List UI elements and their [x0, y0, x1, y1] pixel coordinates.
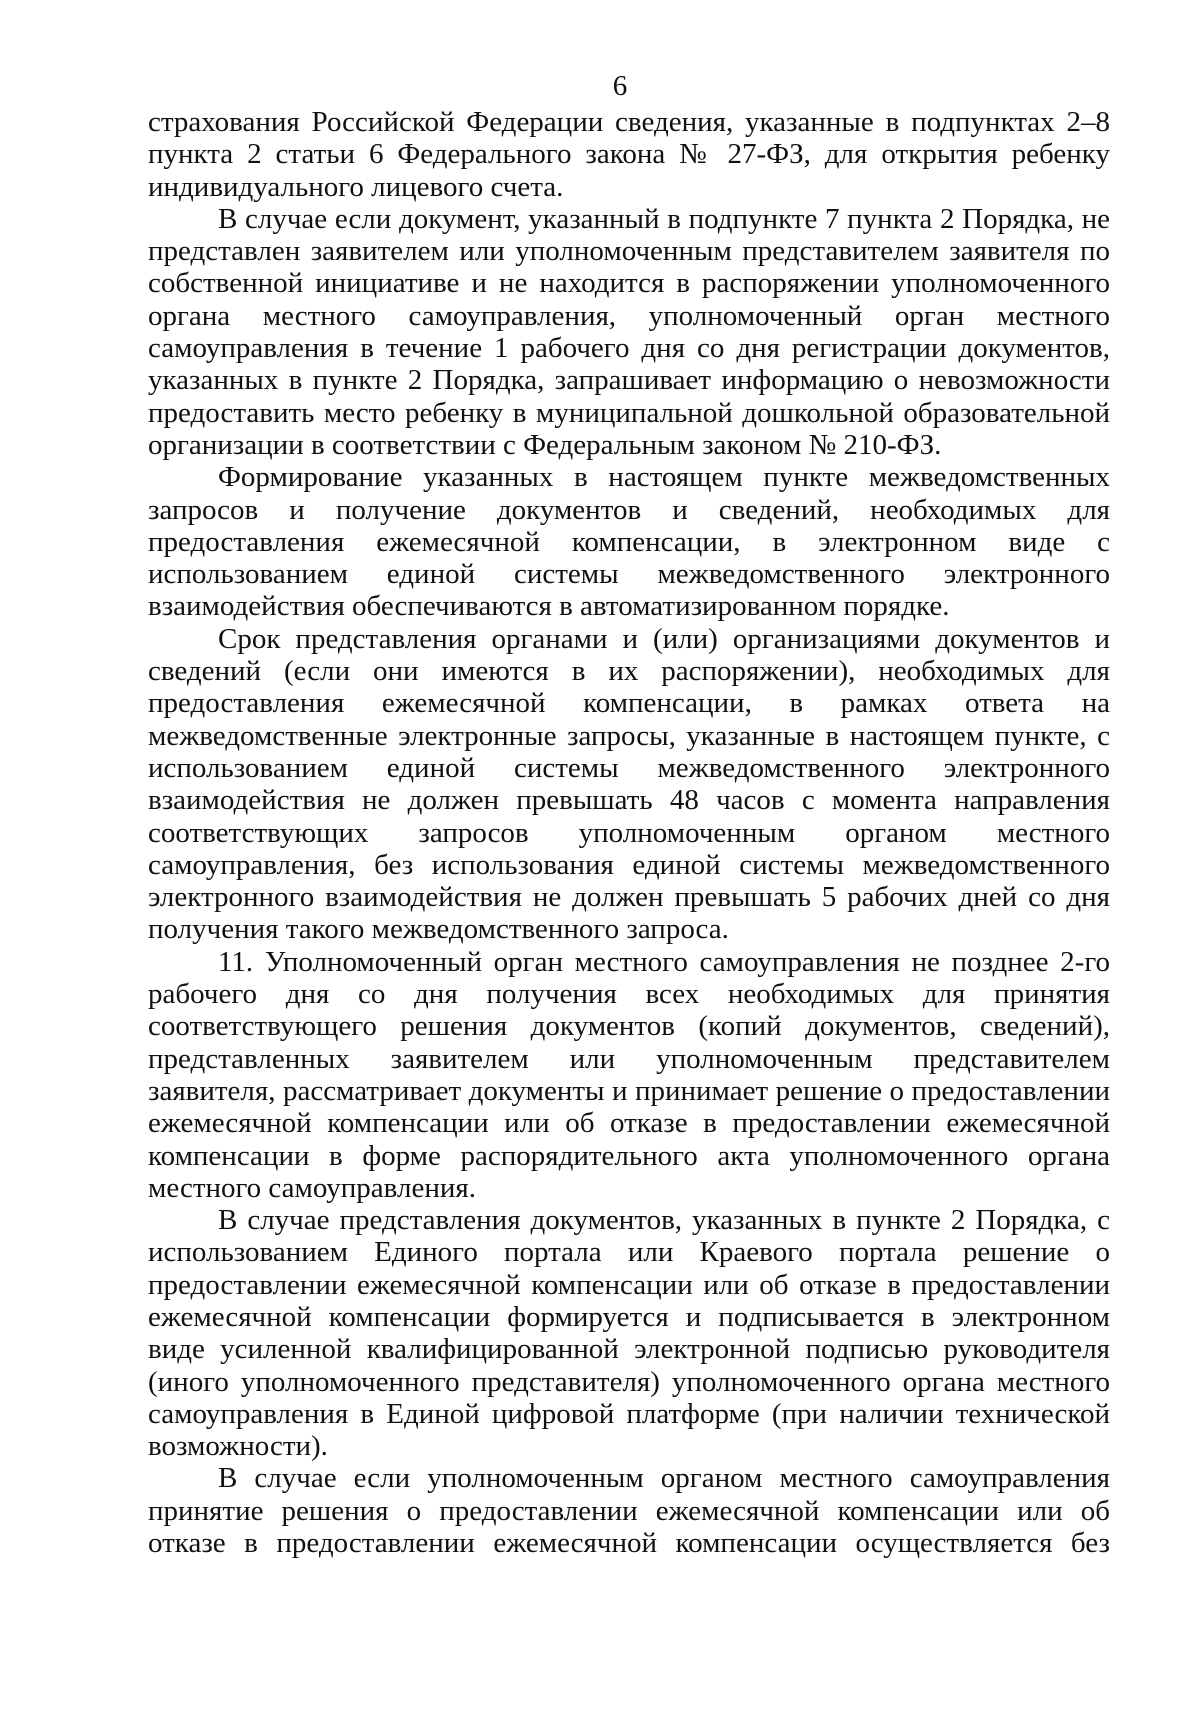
document-body — [148, 106, 1110, 1559]
paragraph: В случае если документ, указанный в подпункте 7 пункта 2 Порядка, не представлен заявителем или уполномоченным представителем заявителя по собственной инициативе и не находится в распоряжении уполномоченного органа местного самоуправления, уполномоченный орган местного самоуправления в течение 1 рабочего дня со дня регистрации документов, указанных в пункте 2 Порядка, запрашивает информацию о невозможности предоставить место ребенку в муниципальной дошкольной образовательной организации в соответствии с Федеральным законом № 210-ФЗ. — [148, 202, 1110, 461]
paragraph: Срок представления органами и (или) организациями документов и сведений (если они имеются в их распоряжении), необходимых для предоставления ежемесячной компенсации, в рамках ответа на межведомственные электронные запросы, указанные в настоящем пункте, с использованием единой системы межведомственного электронного взаимодействия не должен превышать 48 часов с момента направления соответствующих запросов уполномоченным органом местного самоуправления, без использования единой системы межведомственного электронного взаимодействия не должен превышать 5 рабочих дней со дня получения такого межведомственного запроса. — [148, 622, 1110, 946]
paragraph: В случае представления документов, указанных в пункте 2 Порядка, с использованием Единого портала или Краевого портала решение о предоставлении ежемесячной компенсации или об отказе в предоставлении ежемесячной компенсации формируется и подписывается в электронном виде усиленной квалифицированной электронной подписью руководителя (иного уполномоченного представителя) уполномоченного органа местного самоуправления в Единой цифровой платформе (при наличии технической возможности). — [148, 1204, 1110, 1463]
paragraph-continuation: страхования Российской Федерации сведения, указанные в подпунктах 2–8 пункта 2 статьи 6 Федерального закона № 27-ФЗ, для открытия ребенку индивидуального лицевого счета. — [148, 106, 1110, 203]
paragraph: Формирование указанных в настоящем пункте межведомственных запросов и получение документов и сведений, необходимых для предоставления ежемесячной компенсации, в электронном виде с использованием единой системы межведомственного электронного взаимодействия обеспечиваются в автоматизированном порядке. — [148, 461, 1110, 623]
paragraph-continues-next-page: В случае если уполномоченным органом местного самоуправления принятие решения о предоставлении ежемесячной компенсации или об отказе в предоставлении ежемесячной компенсации осуществляется без — [148, 1462, 1110, 1560]
paragraph-item-11: 11. Уполномоченный орган местного самоуправления не позднее 2-го рабочего дня со дня получения всех необходимых для принятия соответствующего решения документов (копий документов, сведений), представленных заявителем или уполномоченным представителем заявителя, рассматривает документы и принимает решение о предоставлении ежемесячной компенсации или об отказе в предоставлении ежемесячной компенсации в форме распорядительного акта уполномоченного органа местного самоуправления. — [148, 945, 1110, 1204]
page-number: 6 — [612, 70, 628, 102]
